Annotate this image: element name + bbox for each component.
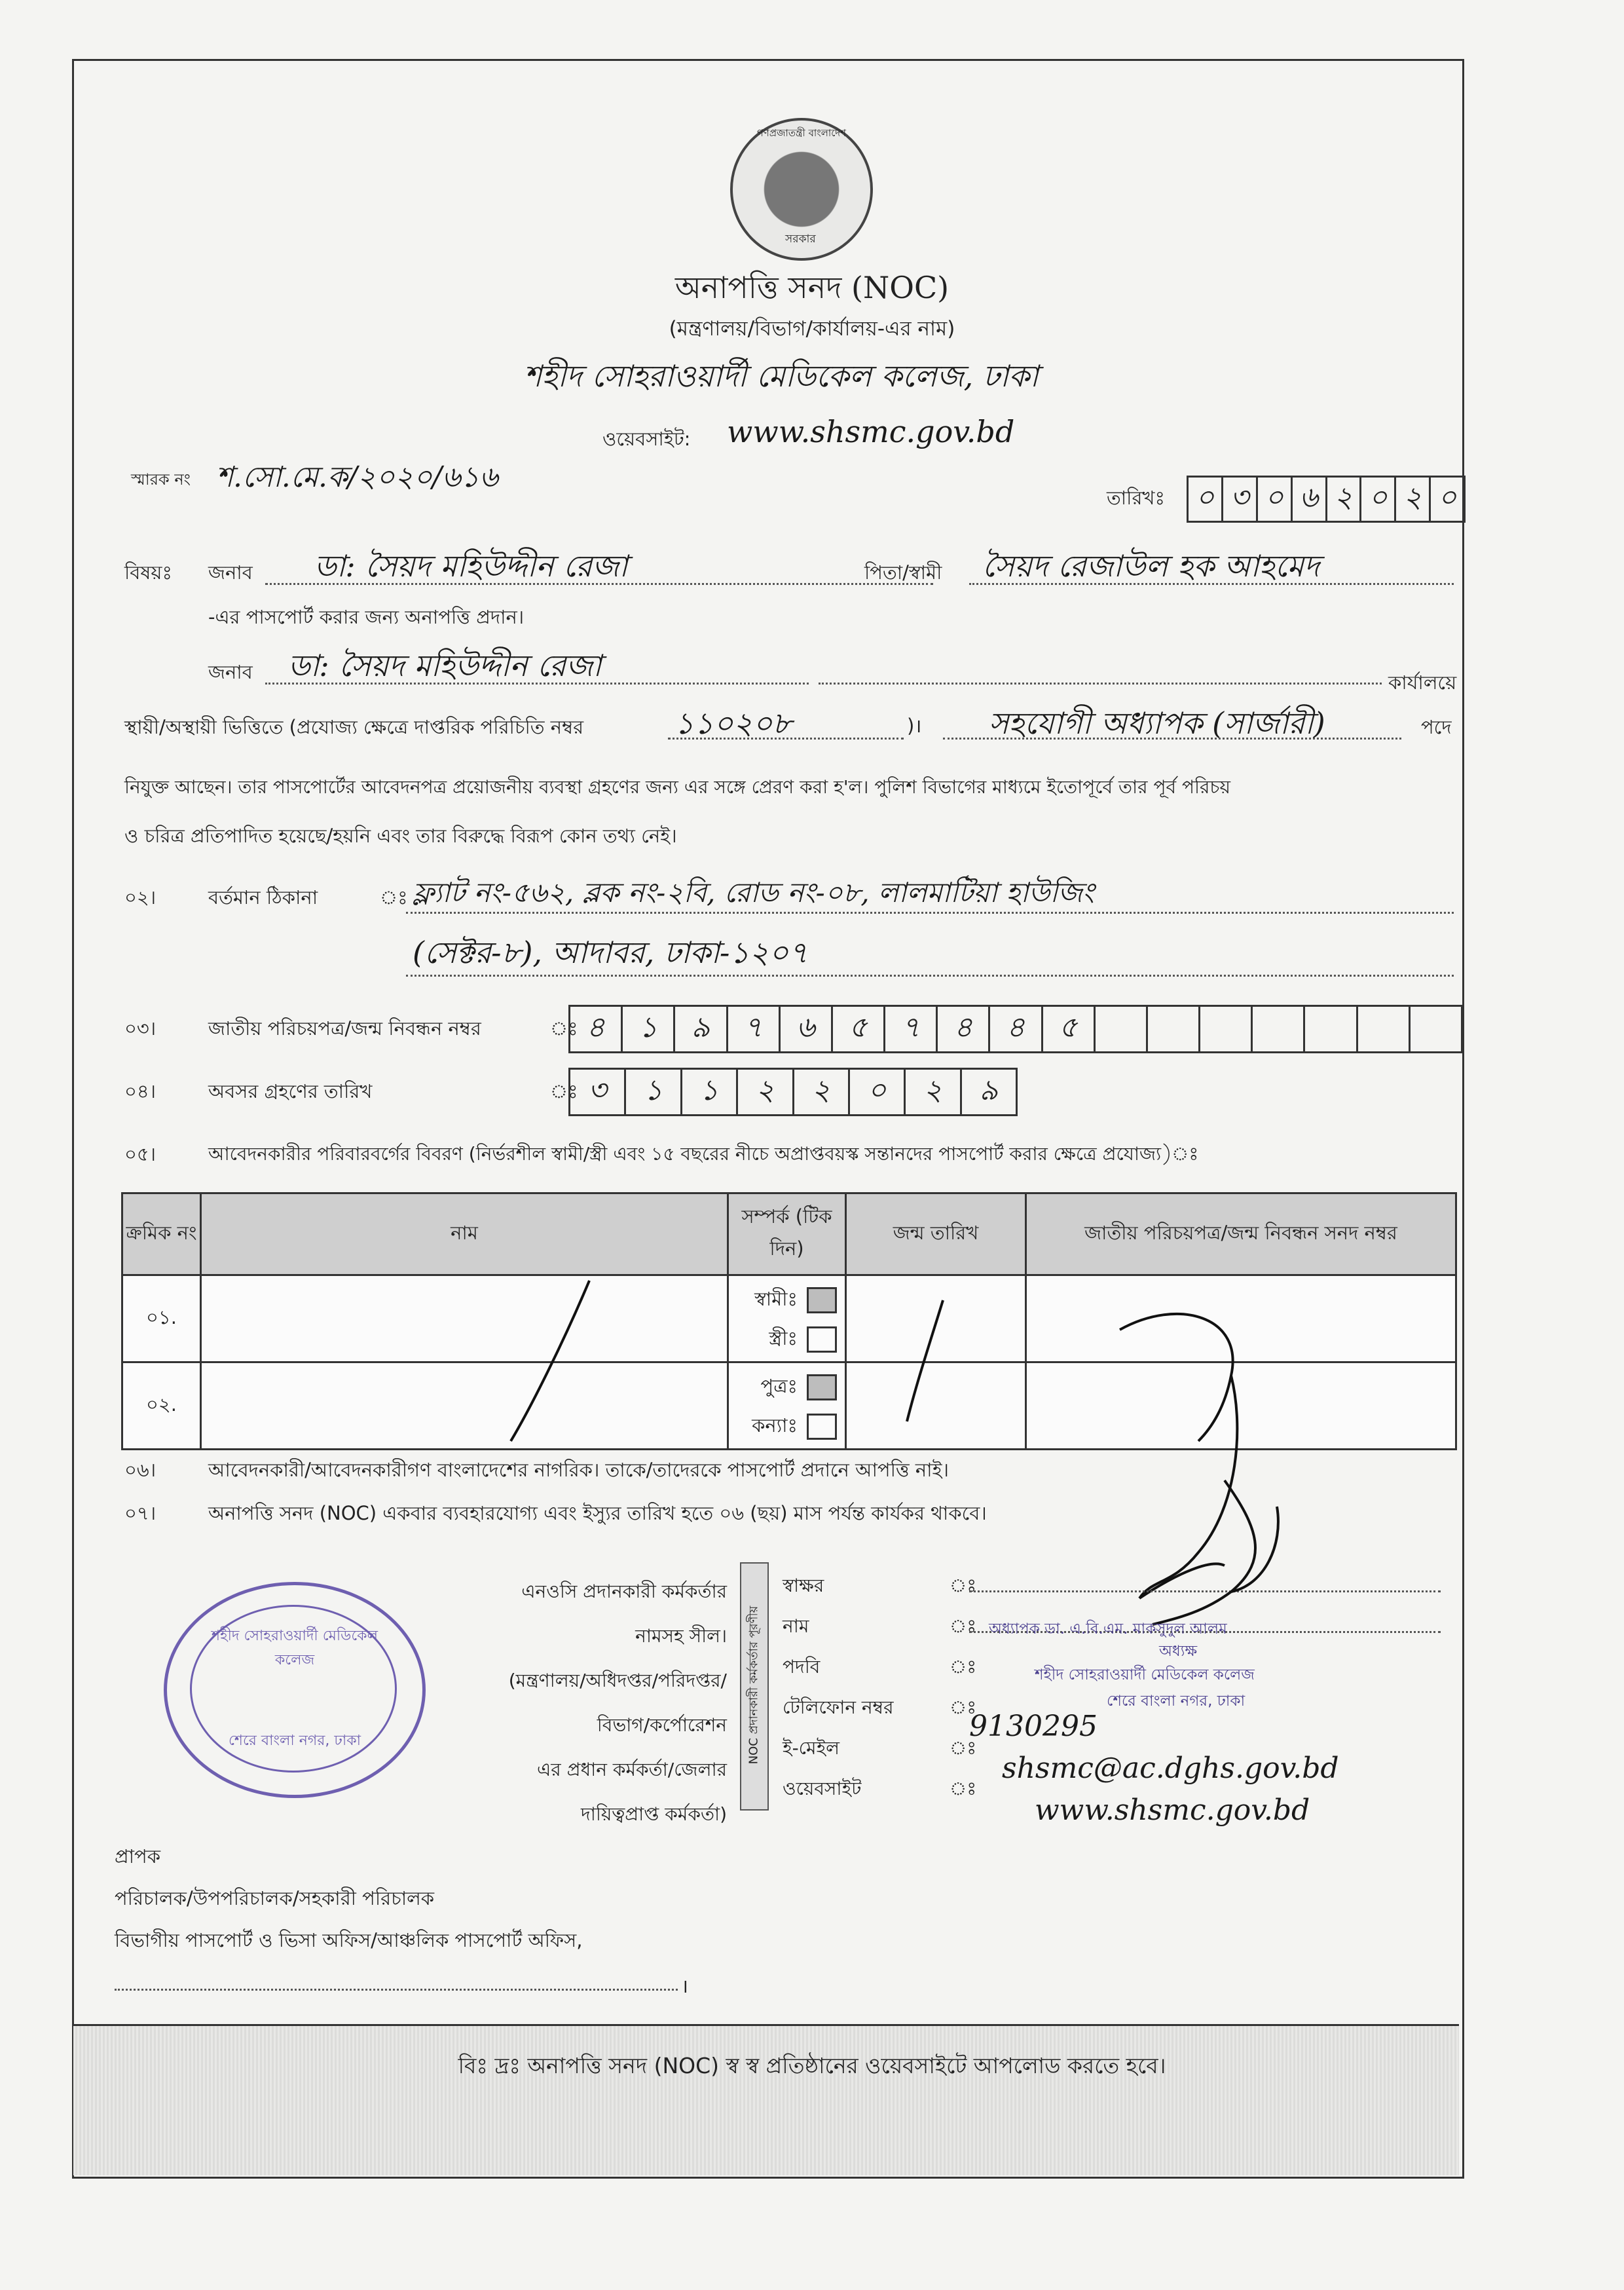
- issuer-desc-line: নামসহ সীল।: [635, 1625, 727, 1647]
- digit-box: ২: [1396, 478, 1431, 521]
- father-value: সৈয়দ রেজাউল হক আহমেদ: [982, 548, 1320, 584]
- digit-box: ০: [1361, 478, 1396, 521]
- institution-stamp: শহীদ সোহরাওয়ার্দী মেডিকেল কলেজ: [1035, 1666, 1255, 1683]
- note-07: অনাপত্তি সনদ (NOC) একবার ব্যবহারযোগ্য এবং ইস্যুর তারিখ হতে ০৬ (ছয়) মাস পর্যন্ত কার্যকর থাকবে।: [208, 1502, 987, 1524]
- father-label: পিতা/স্বামী: [864, 561, 942, 584]
- family-label: আবেদনকারীর পরিবারবর্গের বিবরণ (নির্ভরশীল স্বামী/স্ত্রী এবং ১৫ বছরের নীচে অপ্রাপ্তবয়স্ক সন্তানদের পাসপোর্ট করার ক্ষেত্রে প্রযোজ্য)ঃ: [208, 1143, 1199, 1165]
- nid-label: জাতীয় পরিচয়পত্র/জন্ম নিবন্ধন নম্বর: [208, 1017, 481, 1040]
- emblem-text-top: গণপ্রজাতন্ত্রী বাংলাদেশ: [756, 127, 847, 139]
- digit-box: ২: [1327, 478, 1362, 521]
- digit-box: ১: [626, 1070, 682, 1114]
- subject-janab: জনাব: [208, 561, 253, 584]
- body-janab: জনাব: [208, 661, 253, 683]
- relation-wife-label: স্ত্রীঃ: [769, 1327, 798, 1349]
- issuer-desc-line: দায়িত্বপ্রাপ্ত কর্মকর্তা): [581, 1803, 727, 1825]
- digit-box: ২: [738, 1070, 794, 1114]
- footer-note: বিঃ দ্রঃ অনাপত্তি সনদ (NOC) স্ব স্ব প্রতিষ্ঠানের ওয়েবসাইটে আপলোড করতে হবে।: [458, 2053, 1166, 2078]
- digit-box: ১: [623, 1007, 675, 1051]
- digit-box: ১: [682, 1070, 738, 1114]
- id-label: স্থায়ী/অস্থায়ী ভিত্তিতে (প্রযোজ্য ক্ষেত্রে দাপ্তরিক পরিচিতি নম্বর: [124, 716, 584, 738]
- recipient-line3: [115, 1989, 678, 1991]
- digit-box: ০: [1437, 480, 1457, 514]
- item-06-number: ০৬।: [124, 1459, 157, 1481]
- col-dob: জন্ম তারিখ: [846, 1193, 1026, 1275]
- retire-label: অবসর গ্রহণের তারিখ: [208, 1080, 373, 1102]
- col-serial: ক্রমিক নং: [122, 1193, 201, 1275]
- digit-box: ০: [850, 1070, 906, 1114]
- recipient-label: প্রাপক: [115, 1845, 161, 1868]
- digit-box: ৪: [990, 1007, 1043, 1051]
- issuer-field-label: ওয়েবসাইট: [783, 1778, 862, 1799]
- memo-label: স্মারক নং: [131, 470, 191, 489]
- address-line1: ফ্ল্যাট নং-৫৬২, ব্লক নং-২বি, রোড নং-০৮, লালমাটিয়া হাউজিং: [413, 876, 1094, 909]
- item-03-number: ০৩।: [124, 1017, 157, 1040]
- note-06: আবেদনকারী/আবেদনকারীগণ বাংলাদেশের নাগরিক। তাকে/তাদেরকে পাসপোর্ট প্রদানে আপত্তি নাই।: [208, 1459, 950, 1481]
- digit-box: ৪: [570, 1007, 623, 1051]
- digit-box: ৯: [675, 1007, 728, 1051]
- issuer-labels: [783, 1566, 894, 1809]
- digit-box: ৭: [728, 1007, 781, 1051]
- recipient-end-mark: ।: [681, 1975, 688, 1997]
- issuer-field-label: ই-মেইল: [783, 1737, 840, 1759]
- memo-value: শ.সো.মে.ক/২০২০/৬১৬: [216, 460, 498, 494]
- item-05-number: ০৫।: [124, 1143, 157, 1165]
- issuer-desc-line: এর প্রধান কর্মকর্তা/জেলার: [536, 1759, 727, 1780]
- digit-box: ০: [1258, 478, 1293, 521]
- recipient-line2: বিভাগীয় পাসপোর্ট ও ভিসা অফিস/আঞ্চলিক পাসপোর্ট অফিস,: [115, 1929, 583, 1951]
- issuer-desc-line: এনওসি প্রদানকারী কর্মকর্তার: [521, 1581, 727, 1602]
- phone-value: 9130295: [969, 1710, 1098, 1743]
- seal-bottom-text: শেরে বাংলা নগর, ঢাকা: [229, 1733, 361, 1749]
- address-colon: ঃ: [380, 886, 408, 909]
- page-title: অনাপত্তি সনদ (NOC): [674, 270, 950, 305]
- designation-value: সহযোগী অধ্যাপক (সার্জারী): [989, 705, 1325, 741]
- subject-line2: -এর পাসপোর্ট করার জন্য অনাপত্তি প্রদান।: [208, 606, 525, 628]
- website-value: www.shsmc.gov.bd: [727, 414, 1015, 449]
- digit-box: ৪: [938, 1007, 990, 1051]
- row-serial: ০১.: [122, 1275, 201, 1362]
- row-serial: ০২.: [122, 1362, 201, 1450]
- retire-colon: ঃ: [550, 1080, 578, 1102]
- relation-son-label: পুত্রঃ: [760, 1375, 798, 1397]
- subject-name-value: ডা: সৈয়দ মহিউদ্দীন রেজা: [314, 548, 628, 584]
- footer-band: [73, 2024, 1459, 2175]
- seal-outer-text: শহীদ সোহরাওয়ার্দী মেডিকেল কলেজ: [212, 1628, 378, 1668]
- id-value: ১১০২০৮: [674, 705, 792, 741]
- issuer-vertical-box: [740, 1562, 769, 1811]
- body-para1: নিযুক্ত আছেন। তার পাসপোর্টের আবেদনপত্র প্রয়োজনীয় ব্যবস্থা গ্রহণের জন্য এর সঙ্গে প্রেরণ করা হ'ল। পুলিশ বিভাগের মাধ্যমে ইতোপূর্বে তার পূর্ব পরিচয়: [124, 776, 1230, 798]
- address-line2: (সেক্টর-৮), আদাবর, ঢাকা-১২০৭: [413, 935, 808, 970]
- body-name-value: ডা: সৈয়দ মহিউদ্দীন রেজা: [288, 648, 602, 683]
- address-stamp: শেরে বাংলা নগর, ঢাকা: [1107, 1693, 1246, 1710]
- issuer-field-label: নাম: [783, 1615, 809, 1637]
- issuer-field-label: পদবি: [783, 1656, 821, 1678]
- ministry-subtitle: (মন্ত্রণালয়/বিভাগ/কার্যালয়-এর নাম): [669, 317, 955, 341]
- digit-box: ২: [794, 1070, 850, 1114]
- nid-colon: ঃ: [550, 1017, 578, 1040]
- recipient-line1: পরিচালক/উপপরিচালক/সহকারী পরিচালক: [115, 1887, 435, 1909]
- issuer-colons: ঃ ঃ ঃ ঃ ঃ ঃ: [950, 1575, 977, 1799]
- office-suffix: কার্যালয়ে: [1388, 671, 1457, 694]
- date-label: তারিখঃ: [1107, 487, 1165, 509]
- issuer-vertical-text: NOC প্রদানকারী কর্মকর্তার পূরণীয়: [747, 1605, 761, 1765]
- website-label: ওয়েবসাইট:: [602, 428, 691, 450]
- office-name: শহীদ সোহরাওয়ার্দী মেডিকেল কলেজ, ঢাকা: [524, 358, 1039, 394]
- issuer-website-value: www.shsmc.gov.bd: [1035, 1793, 1310, 1827]
- item-07-number: ০৭।: [124, 1502, 157, 1524]
- col-nid: জাতীয় পরিচয়পত্র/জন্ম নিবন্ধন সনদ নম্বর: [1026, 1193, 1456, 1275]
- col-name: নাম: [201, 1193, 728, 1275]
- id-close-paren: )।: [907, 715, 922, 737]
- digit-box: ৬: [1293, 478, 1327, 521]
- digit-box: ৩: [1223, 478, 1258, 521]
- digit-box: ৯: [979, 1073, 999, 1107]
- col-relation: সম্পর্ক (টিক দিন): [728, 1193, 846, 1275]
- email-value: shsmc@ac.dghs.gov.bd: [1002, 1752, 1339, 1785]
- relation-daughter-label: কন্যাঃ: [752, 1414, 798, 1436]
- digit-box: ৩: [570, 1070, 626, 1114]
- address-label: বর্তমান ঠিকানা: [208, 886, 318, 909]
- body-para2: ও চরিত্র প্রতিপাদিত হয়েছে/হয়নি এবং তার বিরুদ্ধে বিরূপ কোন তথ্য নেই।: [124, 825, 677, 847]
- item-02-number: ০২।: [124, 886, 157, 909]
- issuer-field-label: স্বাক্ষর: [783, 1575, 824, 1596]
- issuer-description: [458, 1569, 727, 1837]
- digit-box: ০: [1189, 478, 1223, 521]
- subject-label: বিষয়ঃ: [124, 561, 172, 584]
- post-suffix: পদে: [1421, 716, 1452, 738]
- relation-husband-label: স্বামীঃ: [754, 1288, 798, 1310]
- digit-box: ৫: [833, 1007, 885, 1051]
- issuer-field-label: টেলিফোন নম্বর: [783, 1697, 894, 1718]
- digit-box: ৬: [781, 1007, 833, 1051]
- issuer-desc-line: (মন্ত্রণালয়/অধিদপ্তর/পরিদপ্তর/: [508, 1670, 727, 1691]
- digit-box: ২: [906, 1070, 961, 1114]
- officer-name-stamp: অধ্যাপক ডা. এ.বি.এম. মাকসুদুল আলম: [989, 1621, 1227, 1638]
- digit-box: ৭: [885, 1007, 938, 1051]
- item-04-number: ০৪।: [124, 1080, 157, 1102]
- signature: [1113, 1467, 1323, 1638]
- emblem-text-bottom: সরকার: [785, 233, 816, 246]
- officer-designation-stamp: অধ্যক্ষ: [1159, 1643, 1198, 1660]
- issuer-desc-line: বিভাগ/কর্পোরেশন: [597, 1714, 727, 1736]
- digit-box: ৫: [1043, 1007, 1096, 1051]
